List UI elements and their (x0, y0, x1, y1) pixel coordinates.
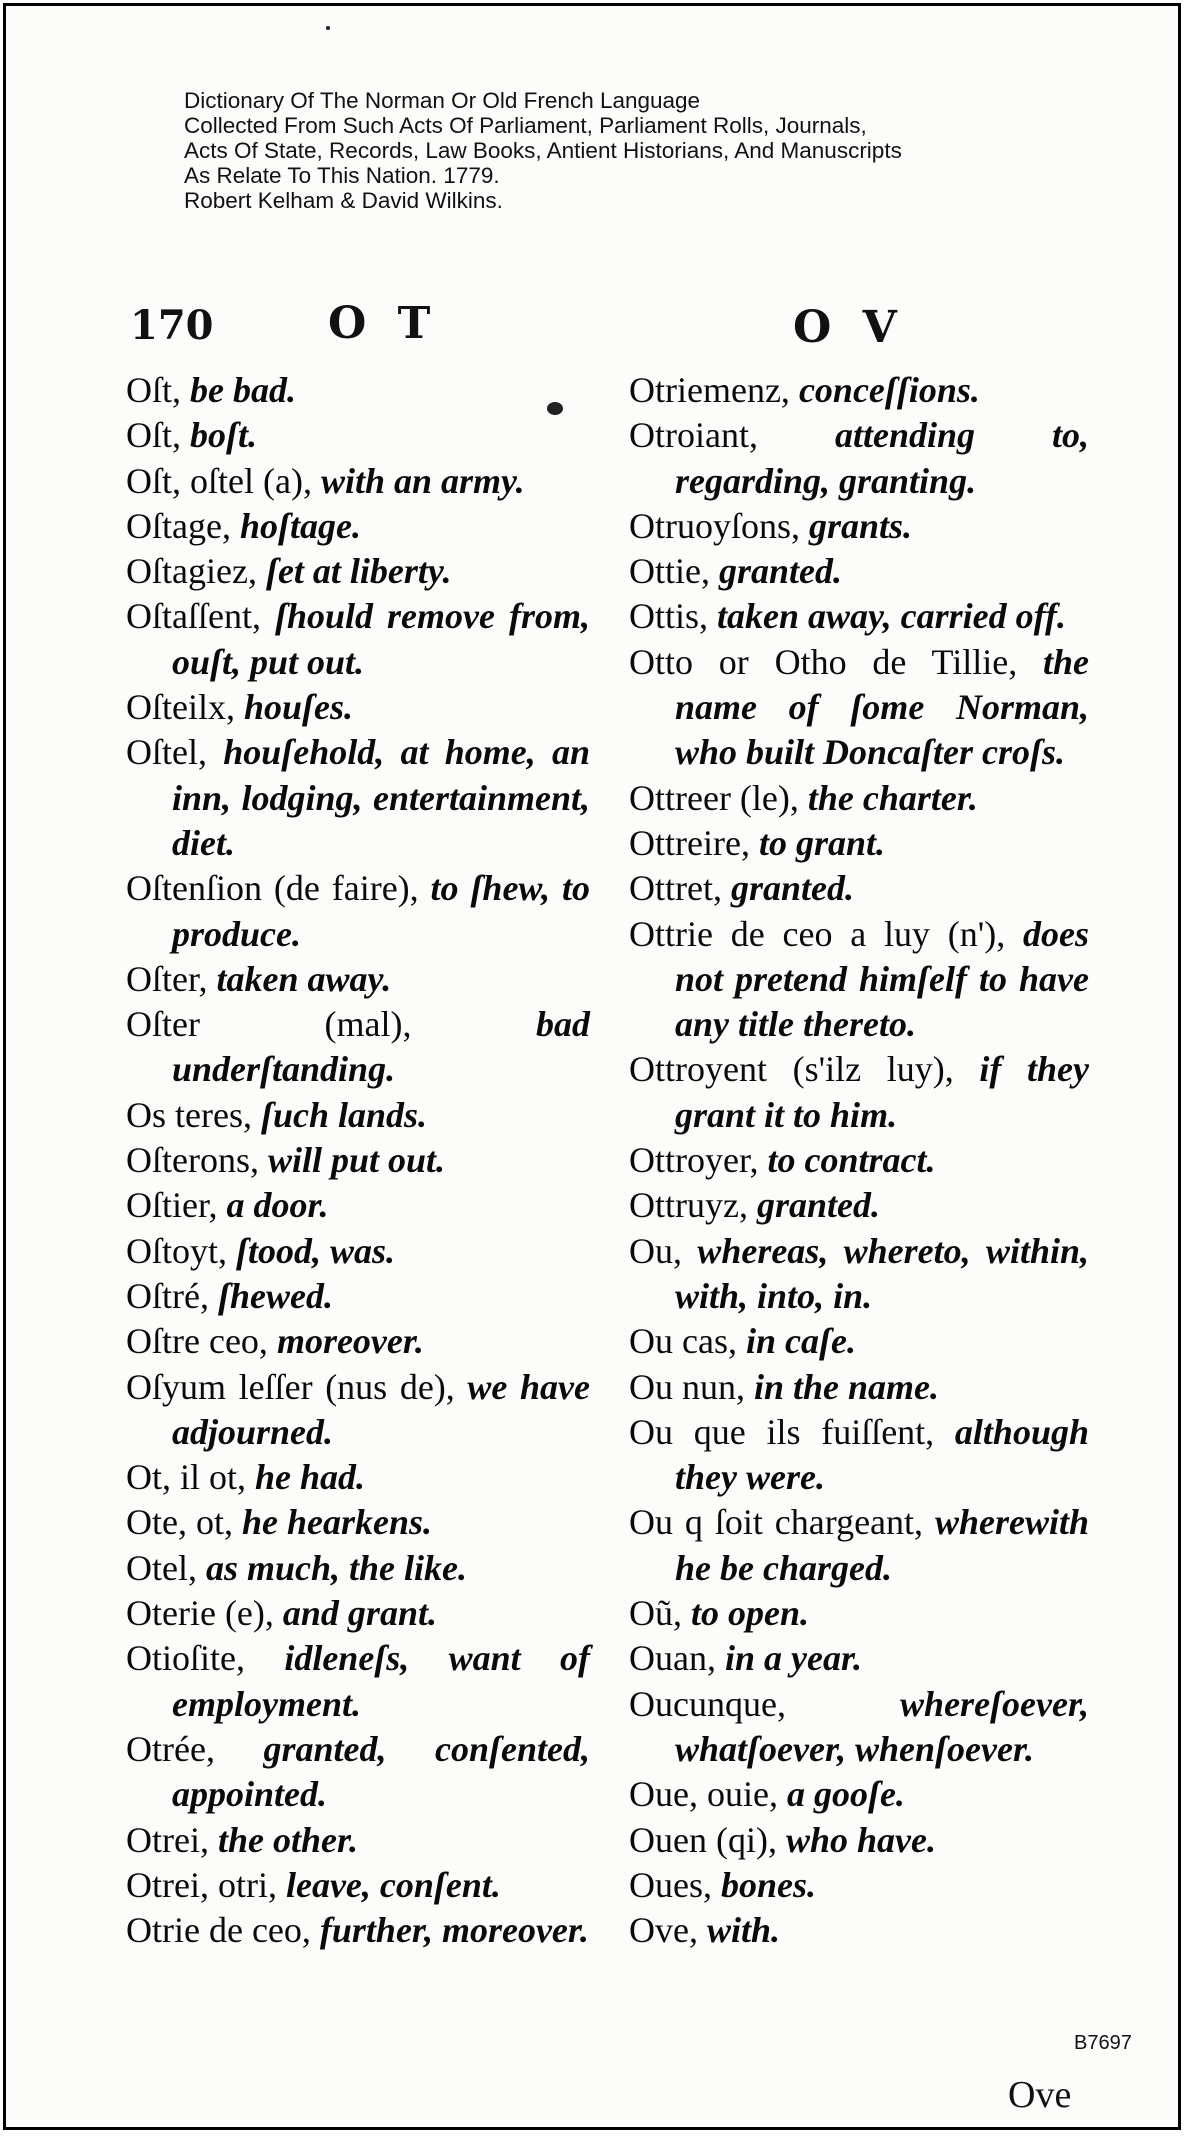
entry-definition: in the name. (745, 1366, 940, 1407)
dictionary-entry (629, 1818, 1089, 1863)
entry-definition: ſhewed. (208, 1275, 333, 1316)
entry-headword: Ottis, (629, 596, 709, 637)
entry-headword: Oſter (mal), (126, 1004, 412, 1045)
entry-definition: although they were. (675, 1411, 1089, 1498)
dictionary-entry (126, 1546, 590, 1591)
entry-headword: Oſtel, (126, 732, 207, 773)
entry-headword: Otrie de ceo, (126, 1910, 311, 1951)
entry-headword: Otroiant, (629, 415, 758, 456)
header-block (184, 88, 902, 213)
entry-headword: Oſt, oſtel (a), (126, 460, 312, 501)
entry-headword: Oterie (e), (126, 1593, 274, 1634)
entry-headword: Ottroyer, (629, 1140, 759, 1181)
entry-headword: Ouan, (629, 1638, 716, 1679)
dictionary-entry (126, 957, 590, 1002)
entry-definition: taken away. (207, 958, 392, 999)
entry-definition: moreover. (267, 1321, 424, 1362)
entry-definition: conceſſions. (789, 370, 980, 410)
entry-definition: if they grant it to him. (675, 1049, 1089, 1135)
entry-definition: houſes. (234, 687, 354, 728)
dictionary-entry (126, 1591, 590, 1636)
entry-headword: Ottruyz, (629, 1185, 748, 1226)
entry-headword: Otel, (126, 1547, 197, 1588)
dictionary-entry (629, 640, 1089, 776)
entry-headword: Ou, (629, 1230, 682, 1271)
entry-definition: a gooſe. (777, 1774, 905, 1815)
dictionary-entry (629, 776, 1089, 821)
entry-headword: Ot, il ot, (126, 1457, 247, 1498)
dictionary-entry (126, 413, 590, 458)
entry-definition: bad underſtanding. (172, 1004, 590, 1090)
entry-headword: Ou cas, (629, 1321, 737, 1362)
entry-headword: Oſtagiez, (126, 551, 257, 592)
entry-headword: Ottie, (629, 551, 710, 592)
dictionary-entry (629, 1365, 1089, 1410)
dictionary-entry (629, 1636, 1089, 1681)
running-head-left: O T (328, 298, 439, 349)
entry-headword: Otriemenz, (629, 370, 790, 410)
dictionary-entry (126, 730, 590, 866)
entry-headword: Oſt, (126, 415, 182, 456)
dictionary-entry (629, 1183, 1089, 1228)
dictionary-entry (629, 1682, 1089, 1773)
dictionary-entry (126, 549, 590, 594)
entry-definition: a door. (217, 1185, 329, 1226)
entry-headword: Ou que ils fuiſſent, (629, 1411, 935, 1452)
dictionary-entry (629, 1500, 1089, 1591)
dictionary-entry (629, 1863, 1089, 1908)
entry-headword: Otto or Otho de Tillie, (629, 641, 1018, 682)
dictionary-entry (126, 1365, 590, 1456)
entry-headword: Ote, ot, (126, 1502, 233, 1543)
entry-definition: will put out. (258, 1140, 446, 1181)
entry-definition: in caſe. (736, 1321, 856, 1362)
entry-definition: with. (697, 1910, 781, 1951)
entry-definition: further, moreover. (310, 1910, 589, 1951)
dictionary-entry (126, 1455, 590, 1500)
dictionary-entry (126, 1818, 590, 1863)
entry-headword: Oſtaſſent, (126, 596, 261, 637)
entry-definition: granted. (709, 551, 842, 592)
entry-headword: Ottroyent (s'ilz luy), (629, 1049, 954, 1090)
entry-definition: attending to, regarding, granting. (675, 415, 1089, 501)
entry-definition: boſt. (181, 415, 258, 456)
entry-definition: granted. (747, 1185, 880, 1226)
entry-headword: Otrei, (126, 1819, 209, 1860)
entry-headword: Otruoyſons, (629, 505, 800, 546)
dictionary-entry (629, 1047, 1089, 1138)
dictionary-entry (126, 594, 590, 685)
dictionary-entry (126, 1727, 590, 1818)
entry-headword: Ottrie de ceo a luy (n'), (629, 913, 1006, 954)
catchword: Ove (1008, 2074, 1072, 2116)
entry-definition: ſhould remove from, ouſt, put out. (172, 596, 590, 682)
entry-headword: Oſt, (126, 370, 182, 410)
dictionary-entry (629, 1138, 1089, 1183)
dictionary-entry (629, 594, 1089, 639)
running-head-right: O V (793, 302, 905, 353)
header-line: As Relate To This Nation. 1779. (184, 163, 500, 188)
entry-headword: Otioſite, (126, 1638, 245, 1679)
entry-headword: Oſteilx, (126, 687, 235, 728)
entry-definition: hoſtage. (230, 505, 361, 546)
header-line: Collected From Such Acts Of Parliament, Parliament Rolls, Journals, (184, 113, 867, 138)
dictionary-entry (126, 1229, 590, 1274)
header-line: Dictionary Of The Norman Or Old French Language (184, 88, 701, 113)
entry-headword: Oſtre ceo, (126, 1321, 268, 1362)
dictionary-entry (629, 1772, 1089, 1817)
dictionary-entry (126, 1138, 590, 1183)
entry-definition: with an army. (311, 460, 525, 501)
entry-definition: whereas, whereto, within, with, into, in. (675, 1230, 1089, 1316)
entry-definition: the other. (208, 1819, 358, 1860)
dictionary-entry (629, 1319, 1089, 1364)
dictionary-entry (629, 1591, 1089, 1636)
entry-definition: bones. (712, 1864, 817, 1905)
entry-headword: Otrée, (126, 1728, 215, 1769)
entry-definition: who have. (776, 1819, 936, 1860)
entry-definition: taken away, carried off. (708, 596, 1066, 637)
entry-definition: he hearkens. (232, 1502, 433, 1543)
page-number: 170 (130, 302, 214, 349)
entry-definition: ſuch lands. (251, 1094, 428, 1135)
right-column (629, 368, 1089, 1953)
entry-headword: Ottreer (le), (629, 777, 799, 818)
header-line: Robert Kelham & David Wilkins. (184, 188, 503, 213)
dictionary-entry (126, 1002, 590, 1093)
entry-definition: be bad. (181, 370, 296, 410)
ink-speck (326, 26, 330, 30)
dictionary-entry (629, 1410, 1089, 1501)
dictionary-entry (126, 685, 590, 730)
entry-headword: Ouen (qi), (629, 1819, 777, 1860)
entry-headword: Oſterons, (126, 1140, 259, 1181)
entry-headword: Oſter, (126, 958, 208, 999)
dictionary-entry (629, 413, 1089, 504)
entry-definition: whereſoever, whatſoever, whenſoever. (675, 1683, 1089, 1769)
entry-headword: Ove, (629, 1910, 698, 1951)
dictionary-entry (126, 1908, 590, 1953)
entry-definition: he had. (246, 1457, 366, 1498)
entry-headword: Oucunque, (629, 1683, 786, 1724)
entry-headword: Oũ, (629, 1593, 682, 1634)
header-line: Acts Of State, Records, Law Books, Antient Historians, And Manuscripts (184, 138, 902, 163)
dictionary-entry (126, 1500, 590, 1545)
entry-definition: grants. (800, 505, 913, 546)
entry-headword: Otrei, otri, (126, 1864, 277, 1905)
entry-headword: Oſtoyt, (126, 1230, 228, 1271)
dictionary-entry (126, 368, 590, 413)
entry-definition: and grant. (273, 1593, 437, 1634)
dictionary-entry (629, 504, 1089, 549)
dictionary-entry (126, 1636, 590, 1727)
dictionary-entry (629, 1908, 1089, 1953)
dictionary-entry (126, 459, 590, 504)
dictionary-entry (629, 549, 1089, 594)
entry-definition: houſehold, at home, an inn, lodging, entertainment, diet. (172, 732, 590, 863)
dictionary-entry (126, 866, 590, 957)
entry-definition: we have adjourned. (172, 1366, 591, 1452)
dictionary-entry (126, 1863, 590, 1908)
entry-headword: Ou q ſoit chargeant, (629, 1502, 924, 1543)
entry-headword: Oſtier, (126, 1185, 218, 1226)
entry-definition: leave, conſent. (276, 1864, 501, 1905)
entry-definition: in a year. (715, 1638, 862, 1679)
dictionary-entry (126, 504, 590, 549)
entry-definition: ſtood, was. (227, 1230, 396, 1271)
entry-definition: wherewith he be charged. (675, 1502, 1089, 1588)
entry-definition: to open. (682, 1593, 810, 1634)
entry-definition: the charter. (798, 777, 978, 818)
dictionary-entry (126, 1183, 590, 1228)
ink-speck (547, 402, 563, 415)
entry-definition: granted, conſented, appointed. (172, 1728, 590, 1815)
entry-headword: Oſtré, (126, 1275, 209, 1316)
entry-headword: Oſyum leſſer (nus de), (126, 1366, 455, 1407)
dictionary-entry (629, 368, 1089, 413)
dictionary-entry (629, 1229, 1089, 1320)
entry-definition: granted. (721, 868, 854, 909)
page (3, 3, 1181, 2130)
entry-definition: to contract. (758, 1140, 936, 1181)
entry-definition: idleneſs, want of employment. (172, 1638, 590, 1724)
dictionary-entry (629, 821, 1089, 866)
entry-headword: Oſtage, (126, 505, 231, 546)
left-column (126, 368, 590, 1953)
dictionary-entry (629, 912, 1089, 1048)
entry-definition: as much, the like. (196, 1547, 468, 1588)
entry-definition: ſet at liberty. (256, 551, 452, 592)
entry-definition: to ſhew, to produce. (172, 868, 590, 954)
entry-headword: Os teres, (126, 1094, 252, 1135)
entry-definition: does not pretend himſelf to have any title thereto. (675, 913, 1089, 1045)
dictionary-entry (629, 866, 1089, 911)
dictionary-entry (126, 1093, 590, 1138)
entry-headword: Ou nun, (629, 1366, 745, 1407)
entry-headword: Ottret, (629, 868, 722, 909)
entry-definition: the name of ſome Norman, who built Doncaſter croſs. (675, 641, 1089, 773)
entry-headword: Ottreire, (629, 822, 750, 863)
entry-definition: to grant. (749, 822, 885, 863)
entry-headword: Oſtenſion (de faire), (126, 868, 419, 909)
dictionary-entry (126, 1319, 590, 1364)
entry-headword: Oue, ouie, (629, 1774, 778, 1815)
reference-code: B7697 (1074, 2032, 1132, 2054)
dictionary-entry (126, 1274, 590, 1319)
entry-headword: Oues, (629, 1864, 712, 1905)
